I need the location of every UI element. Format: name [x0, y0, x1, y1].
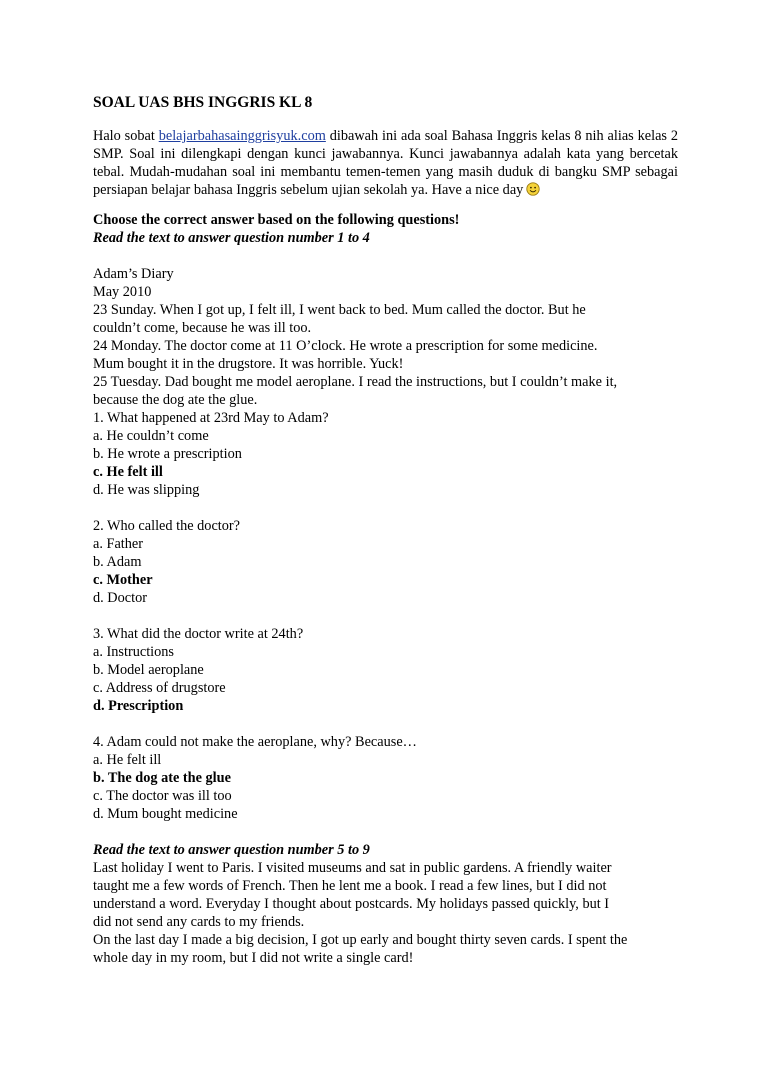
section2-heading: Read the text to answer question number 5 to 9 — [93, 842, 370, 858]
passage-line: because the dog ate the glue. — [93, 392, 258, 408]
question-1 — [93, 409, 678, 499]
document-content — [93, 93, 678, 967]
option: c. The doctor was ill too — [93, 788, 232, 804]
option: a. He felt ill — [93, 752, 162, 768]
passage-line: understand a word. Everyday I thought about postcards. My holidays passed quickly, but I — [93, 896, 610, 912]
question-text: 1. What happened at 23rd May to Adam? — [93, 410, 329, 426]
passage-line: Last holiday I went to Paris. I visited museums and sat in public gardens. A friendly waiter — [93, 860, 612, 876]
passage-line: couldn’t come, because he was ill too. — [93, 320, 312, 336]
passage-line: 23 Sunday. When I got up, I felt ill, I went back to bed. Mum called the doctor. But he — [93, 302, 586, 318]
question-text: 4. Adam could not make the aeroplane, why? Because… — [93, 734, 417, 750]
option: a. Instructions — [93, 644, 174, 660]
section2-passage — [93, 859, 678, 967]
option: d. Doctor — [93, 590, 147, 606]
question-3 — [93, 625, 678, 715]
option-answer: d. Prescription — [93, 698, 184, 714]
page-title: SOAL UAS BHS INGGRIS KL 8 — [93, 94, 313, 111]
option: b. Adam — [93, 554, 142, 570]
passage-line: whole day in my room, but I did not write a single card! — [93, 950, 414, 966]
option: b. Model aeroplane — [93, 662, 204, 678]
question-text: 2. Who called the doctor? — [93, 518, 241, 534]
passage-line: May 2010 — [93, 284, 152, 300]
option: a. He couldn’t come — [93, 428, 209, 444]
site-link[interactable]: belajarbahasainggrisyuk.com — [158, 128, 326, 144]
question-4 — [93, 733, 678, 823]
passage-line: On the last day I made a big decision, I got up early and bought thirty seven cards. I spent the — [93, 932, 628, 948]
option-answer: b. The dog ate the glue — [93, 770, 231, 786]
question-2 — [93, 517, 678, 607]
passage-line: did not send any cards to my friends. — [93, 914, 305, 930]
intro-text-start: Halo sobat — [93, 128, 159, 144]
intro-text-rest: dibawah ini ada soal Bahasa Inggris kelas 8 nih alias kelas 2 SMP. Soal ini dilengkapi dengan kunci jawabannya. Kunci jawabannya adalah kata yang bercetak tebal. Mudah-mudahan soal ini membantu temen-temen yang masih duduk di bangku SMP sebagai persiapan belajar bahasa Inggris sebelum ujian sekolah ya. Have a nice day — [93, 128, 678, 198]
passage-line: Adam’s Diary — [93, 266, 174, 282]
section1-passage — [93, 265, 678, 409]
option-answer: c. Mother — [93, 572, 153, 588]
instruction: Choose the correct answer based on the following questions! — [93, 212, 460, 228]
option: a. Father — [93, 536, 144, 552]
section1-heading: Read the text to answer question number 1 to 4 — [93, 230, 370, 246]
passage-line: Mum bought it in the drugstore. It was horrible. Yuck! — [93, 356, 404, 372]
option-answer: c. He felt ill — [93, 464, 163, 480]
option: d. Mum bought medicine — [93, 806, 238, 822]
question-text: 3. What did the doctor write at 24th? — [93, 626, 304, 642]
option: c. Address of drugstore — [93, 680, 226, 696]
option: b. He wrote a prescription — [93, 446, 242, 462]
smiley-face-icon — [526, 182, 540, 196]
passage-line: taught me a few words of French. Then he lent me a book. I read a few lines, but I did not — [93, 878, 607, 894]
passage-line: 25 Tuesday. Dad bought me model aeroplane. I read the instructions, but I couldn’t make it, — [93, 374, 618, 390]
intro-paragraph — [93, 127, 678, 199]
passage-line: 24 Monday. The doctor come at 11 O’clock. He wrote a prescription for some medicine. — [93, 338, 598, 354]
option: d. He was slipping — [93, 482, 200, 498]
